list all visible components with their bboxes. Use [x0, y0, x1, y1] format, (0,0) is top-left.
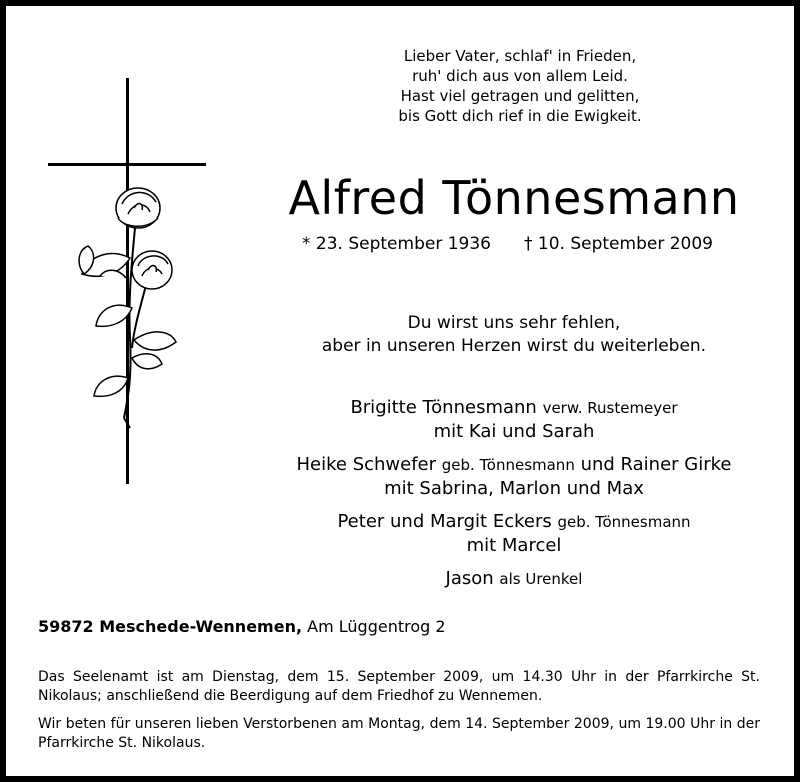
mourner-name: Jason — [445, 568, 494, 589]
death-date: † 10. September 2009 — [524, 234, 713, 254]
family-address — [38, 616, 446, 638]
mourner-line — [250, 396, 778, 420]
poem-line: Hast viel getragen und gelitten, — [400, 87, 640, 105]
mourner-name: Heike Schwefer — [296, 454, 437, 475]
cross-with-roses-illustration — [48, 78, 208, 486]
mourner-partner: und Rainer Girke — [580, 454, 732, 475]
lower-rose — [132, 251, 172, 289]
address-city: 59872 Meschede-Wennemen, — [38, 617, 303, 636]
mourners-list — [250, 396, 778, 591]
mourner-line — [250, 510, 778, 534]
mourner-note: geb. Tönnesmann — [441, 456, 575, 474]
address-street: Am Lüggentrog 2 — [307, 617, 446, 636]
mourner-with: mit Sabrina, Marlon und Max — [384, 478, 644, 499]
mourner-note: als Urenkel — [499, 570, 583, 588]
quote-line: Du wirst uns sehr fehlen, — [407, 313, 621, 333]
requiem-notice: Das Seelenamt ist am Dienstag, dem 15. September 2009, um 14.30 Uhr in der Pfarrkirche St. Nikolaus; anschließend die Beerdigung auf dem Friedhof zu Wennemen. — [38, 669, 760, 704]
cross-horizontal-beam — [48, 163, 206, 166]
prayer-notice: Wir beten für unseren lieben Verstorbenen am Montag, dem 14. September 2009, um 19.00 Uhr in der Pfarrkirche St. Nikolaus. — [38, 716, 760, 751]
quote-line: aber in unseren Herzen wirst du weiterleben. — [321, 336, 707, 356]
mourner-line — [250, 453, 778, 477]
poem-line: Lieber Vater, schlaf' in Frieden, — [403, 47, 637, 65]
poem — [340, 46, 700, 126]
upper-rose — [116, 188, 160, 228]
mourner-with: mit Kai und Sarah — [433, 421, 595, 442]
poem-line: ruh' dich aus von allem Leid. — [412, 67, 628, 85]
mourner-line — [250, 567, 778, 591]
mourner-name: Brigitte Tönnesmann — [350, 397, 537, 418]
farewell-quote — [262, 312, 766, 358]
mourner-note: verw. Rustemeyer — [542, 399, 678, 417]
poem-line: bis Gott dich rief in die Ewigkeit. — [398, 107, 642, 125]
mourner-note: geb. Tönnesmann — [557, 513, 691, 531]
deceased-name: Alfred Tönnesmann — [288, 171, 740, 225]
mourner-with: mit Marcel — [466, 535, 562, 556]
birth-date: * 23. September 1936 — [302, 234, 491, 254]
mourner-name: Peter und Margit Eckers — [337, 511, 552, 532]
